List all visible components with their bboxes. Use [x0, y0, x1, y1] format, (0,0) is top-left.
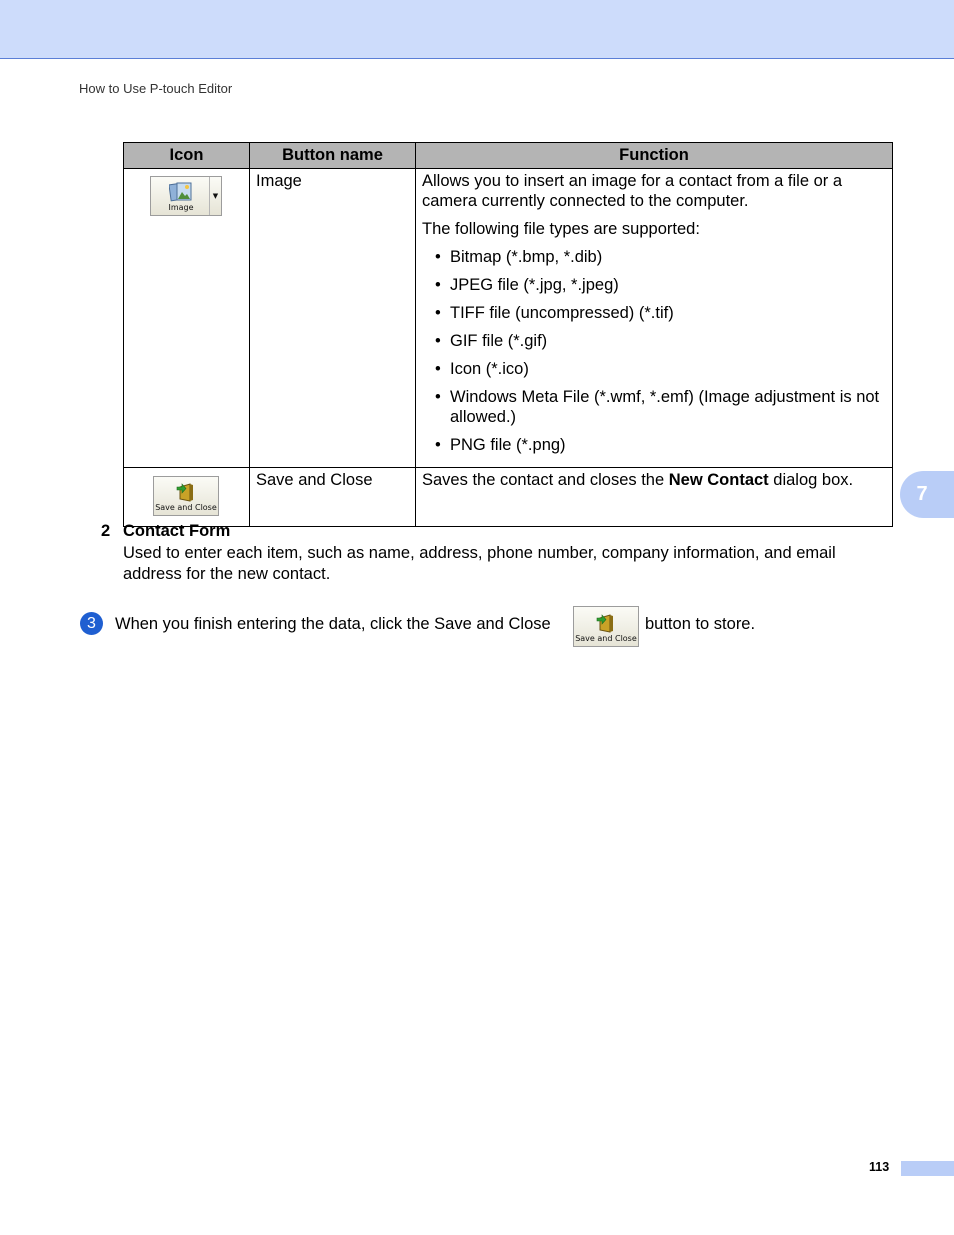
- table-header-row: [124, 143, 893, 169]
- function-description: [416, 468, 892, 490]
- function-text: dialog box.: [768, 471, 854, 489]
- running-header: How to Use P-touch Editor: [79, 81, 233, 96]
- header-band: [0, 0, 954, 59]
- table-row: [124, 468, 893, 527]
- list-item: • Windows Meta File (*.wmf, *.emf) (Image adjustment is not allowed.): [430, 387, 880, 427]
- icon-cell: [124, 468, 250, 527]
- button-name-cell: [250, 468, 416, 527]
- table-row: [124, 169, 893, 468]
- section-title: Contact Form: [123, 522, 231, 540]
- save-and-close-button[interactable]: [153, 476, 219, 516]
- step-number-badge: 3: [80, 612, 103, 635]
- button-name-cell: [250, 169, 416, 468]
- function-cell: [416, 169, 893, 468]
- page-number: 113: [869, 1160, 890, 1174]
- supported-types-intro: The following file types are supported:: [422, 220, 700, 238]
- chapter-tab: 7: [900, 471, 954, 518]
- page-number-bar: [901, 1161, 954, 1176]
- list-item: • PNG file (*.png): [430, 435, 880, 455]
- section-description: Used to enter each item, such as name, address, phone number, company information, and email address for the new contact.: [123, 544, 836, 583]
- file-type-list: [422, 247, 886, 467]
- icon-reference-table: [123, 142, 893, 527]
- list-item: • Bitmap (*.bmp, *.dib): [430, 247, 880, 267]
- step-text: button to store.: [645, 615, 756, 633]
- image-button-label: Image: [168, 203, 194, 212]
- list-item: • TIFF file (uncompressed) (*.tif): [430, 303, 880, 323]
- column-header-function: Function: [416, 143, 893, 169]
- save-and-close-button-label: Save and Close: [575, 634, 637, 643]
- save-and-close-icon: [595, 612, 617, 634]
- button-name-save-and-close: Save and Close: [256, 471, 373, 489]
- icon-cell: [124, 169, 250, 468]
- section-number: 2: [101, 522, 111, 540]
- image-icon: [169, 181, 193, 203]
- column-header-button-name: Button name: [250, 143, 416, 169]
- function-text: Saves the contact and closes the: [422, 471, 669, 489]
- chevron-down-icon[interactable]: ▼: [209, 177, 221, 215]
- dialog-name: New Contact: [668, 471, 769, 489]
- image-button[interactable]: [150, 176, 222, 216]
- save-and-close-button-label: Save and Close: [155, 503, 217, 512]
- step-3: [80, 606, 900, 648]
- list-item: • Icon (*.ico): [430, 359, 880, 379]
- save-and-close-icon: [175, 481, 197, 503]
- step-text: When you finish entering the data, click the Save and Close: [115, 615, 551, 633]
- list-item: • JPEG file (*.jpg, *.jpeg): [430, 275, 880, 295]
- function-description: Allows you to insert an image for a contact from a file or a camera currently connected to the computer.: [422, 172, 843, 210]
- save-and-close-button[interactable]: [573, 606, 639, 647]
- column-header-icon: Icon: [124, 143, 250, 169]
- function-cell: [416, 468, 893, 527]
- list-item: • GIF file (*.gif): [430, 331, 880, 351]
- button-name-image: Image: [256, 172, 302, 190]
